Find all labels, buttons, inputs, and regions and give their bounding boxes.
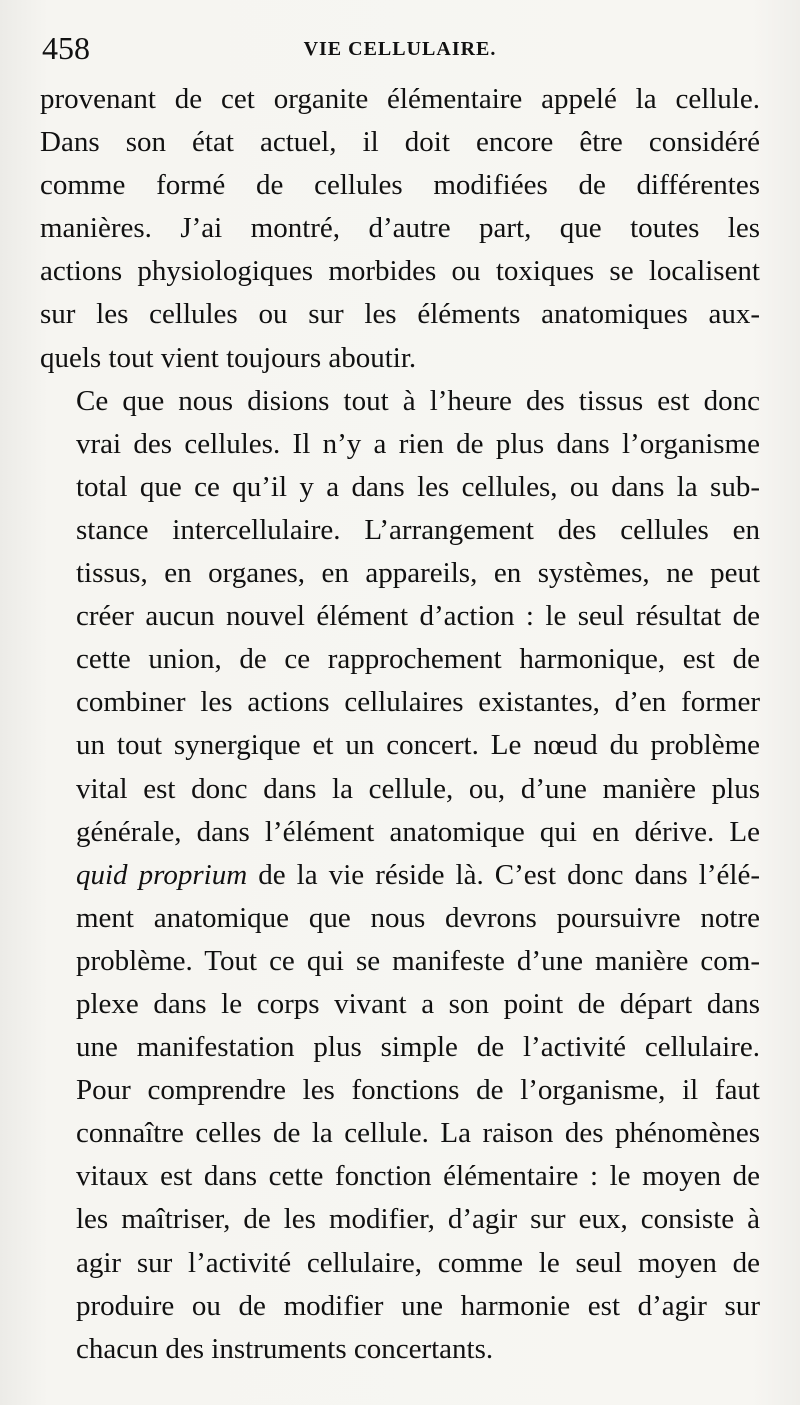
body-text xyxy=(40,78,760,1371)
text-line: agir sur l’activité cellulaire, comme le seul moyen de xyxy=(76,1246,760,1279)
text-line: vital est donc dans la cellule, ou, d’une manière plus xyxy=(76,772,760,805)
paragraph-2 xyxy=(40,380,760,1371)
text-line: plexe dans le corps vivant a son point de départ dans xyxy=(76,987,760,1020)
text-line: Dans son état actuel, il doit encore être considéré xyxy=(40,126,760,159)
text-line: total que ce qu’il y a dans les cellules, ou dans la sub- xyxy=(76,470,760,503)
text-line: quels tout vient toujours aboutir. xyxy=(40,341,417,374)
text-line: actions physiologiques morbides ou toxiques se localisent xyxy=(40,255,760,288)
paragraph-1 xyxy=(40,78,760,380)
text-line: combiner les actions cellulaires existantes, d’en former xyxy=(76,686,760,719)
text-line: problème. Tout ce qui se manifeste d’une manière com- xyxy=(76,944,760,977)
text-line: générale, dans l’élément anatomique qui en dérive. Le xyxy=(76,815,760,848)
text-line: une manifestation plus simple de l’activité cellulaire. xyxy=(76,1031,760,1064)
text-line: provenant de cet organite élémentaire appelé la cellule. xyxy=(40,83,760,115)
text-line: connaître celles de la cellule. La raison des phénomènes xyxy=(76,1117,760,1150)
page-number: 458 xyxy=(42,30,90,66)
text-line: vrai des cellules. Il n’y a rien de plus dans l’organisme xyxy=(76,427,760,460)
text-line: les maîtriser, de les modifier, d’agir sur eux, consiste à xyxy=(76,1203,760,1236)
text-line: Ce que nous disions tout à l’heure des tissus est donc xyxy=(76,384,760,417)
text-line: produire ou de modifier une harmonie est d’agir sur xyxy=(76,1289,760,1322)
text-line: ment anatomique que nous devrons poursuivre notre xyxy=(76,901,760,934)
text-line: tissus, en organes, en appareils, en systèmes, ne peut xyxy=(76,557,760,590)
text-line: quid proprium de la vie réside là. C’est donc dans l’élé- xyxy=(76,858,760,891)
text-line: comme formé de cellules modifiées de différentes xyxy=(40,169,760,202)
text-line: stance intercellulaire. L’arrangement des cellules en xyxy=(76,513,760,546)
text-line: cette union, de ce rapprochement harmonique, est de xyxy=(76,643,760,676)
text-line: un tout synergique et un concert. Le nœud du problème xyxy=(76,729,760,762)
text-line: Pour comprendre les fonctions de l’organisme, il faut xyxy=(76,1074,760,1107)
running-head: VIE CELLULAIRE. xyxy=(303,38,497,60)
text-line: sur les cellules ou sur les éléments anatomiques aux- xyxy=(40,298,760,331)
italic-phrase: quid proprium xyxy=(76,858,248,891)
text-line: chacun des instruments concertants. xyxy=(76,1332,494,1365)
text-line: créer aucun nouvel élément d’action : le seul résultat de xyxy=(76,600,760,633)
text-line: manières. J’ai montré, d’autre part, que toutes les xyxy=(40,212,760,245)
page-header xyxy=(40,30,760,70)
text-line: vitaux est dans cette fonction élémentaire : le moyen de xyxy=(76,1160,760,1193)
